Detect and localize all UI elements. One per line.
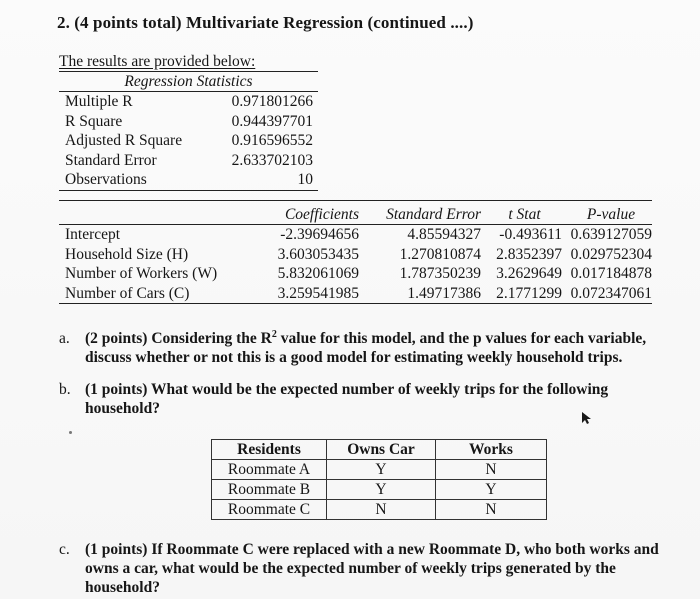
- question-title: 2. (4 points total) Multivariate Regression (continued ....): [57, 13, 474, 32]
- table-row: [212, 460, 547, 480]
- variable-name: Number of Workers (W): [65, 265, 218, 282]
- header-owns-car: Owns Car: [327, 440, 436, 460]
- works-value: N: [436, 460, 547, 480]
- standard-error-value: 1.270810874: [399, 245, 481, 263]
- header-blank: [59, 206, 258, 224]
- regression-statistics-heading: Regression Statistics: [59, 71, 318, 92]
- coefficient-value: 5.832061069: [277, 265, 359, 282]
- question-c-line3: household?: [85, 579, 160, 596]
- owns-car-value: Y: [327, 480, 436, 500]
- intro-text: The results are provided below:: [59, 53, 256, 70]
- question-a-line2: discuss whether or not this is a good model for estimating weekly household trips.: [85, 349, 623, 367]
- question-marker: a.: [59, 330, 70, 348]
- stat-row: [59, 151, 318, 171]
- stat-value: 0.916596552: [231, 132, 313, 149]
- table-row: [59, 225, 652, 245]
- table-row: [59, 284, 652, 305]
- stat-row: [59, 92, 318, 112]
- question-a-text-start: (2 points) Considering the R: [85, 330, 272, 348]
- t-stat-value: -0.493611: [499, 226, 562, 243]
- stat-label: R Square: [65, 112, 123, 130]
- p-value: 0.029752304: [570, 245, 652, 263]
- stat-value: 10: [297, 171, 313, 188]
- stat-label: Adjusted R Square: [65, 132, 183, 149]
- question-a: [59, 325, 646, 367]
- mouse-cursor-icon: [581, 411, 591, 425]
- works-value: Y: [436, 480, 547, 500]
- stat-row: [59, 170, 318, 191]
- question-c-line1: (1 points) If Roommate C were replaced with a new Roommate D, who both works and: [85, 541, 659, 558]
- stat-row: [59, 112, 318, 132]
- table-row: [212, 480, 547, 500]
- variable-name: Intercept: [65, 226, 121, 243]
- header-p-value: P-value: [586, 206, 636, 223]
- stat-value: 0.971801266: [231, 93, 313, 110]
- resident-name: Roommate C: [212, 500, 327, 520]
- household-header-row: [212, 440, 547, 460]
- p-value: 0.639127059: [570, 226, 652, 243]
- regression-statistics-table: [59, 71, 318, 191]
- header-residents: Residents: [212, 440, 327, 460]
- question-b: [59, 380, 608, 418]
- owns-car-value: Y: [327, 460, 436, 480]
- standard-error-value: 1.787350239: [399, 265, 481, 282]
- question-marker: c.: [59, 541, 70, 558]
- t-stat-value: 2.1771299: [496, 284, 562, 302]
- question-c-line2: owns a car, what would be the expected number of weekly trips generated by the: [85, 560, 616, 577]
- coefficient-value: 3.603053435: [277, 245, 359, 263]
- stat-label: Standard Error: [65, 151, 157, 169]
- coefficients-header-row: [59, 206, 652, 225]
- question-b-line2: household?: [85, 400, 160, 417]
- works-value: N: [436, 500, 547, 520]
- question-marker: b.: [59, 381, 71, 398]
- resident-name: Roommate A: [212, 460, 327, 480]
- table-row: [212, 500, 547, 520]
- stat-row: [59, 131, 318, 151]
- table-row: [59, 245, 652, 265]
- stray-mark: [69, 431, 72, 434]
- header-standard-error: Standard Error: [386, 206, 481, 223]
- header-works: Works: [436, 440, 547, 460]
- t-stat-value: 3.2629649: [496, 265, 562, 282]
- t-stat-value: 2.8352397: [496, 245, 562, 263]
- standard-error-value: 4.85594327: [407, 226, 481, 243]
- table-row: [59, 264, 652, 284]
- header-t-stat: t Stat: [508, 206, 541, 223]
- stat-label: Observations: [65, 171, 147, 188]
- coefficients-table: [59, 200, 652, 304]
- owns-car-value: N: [327, 500, 436, 520]
- superscript-two: 2: [271, 329, 277, 340]
- header-coefficients: Coefficients: [284, 206, 359, 223]
- question-a-text-end: value for this model, and the p values for each variable,: [276, 330, 647, 348]
- coefficient-value: 3.259541985: [277, 284, 359, 302]
- stat-value: 0.944397701: [231, 112, 313, 130]
- resident-name: Roommate B: [212, 480, 327, 500]
- variable-name: Number of Cars (C): [65, 284, 190, 302]
- question-b-line1: (1 points) What would be the expected number of weekly trips for the following: [85, 381, 609, 398]
- p-value: 0.017184878: [570, 265, 652, 282]
- stat-value: 2.633702103: [231, 151, 313, 169]
- question-c: [59, 540, 659, 597]
- coefficient-value: -2.39694656: [280, 226, 359, 243]
- household-table: [211, 439, 547, 520]
- standard-error-value: 1.49717386: [407, 284, 481, 302]
- stat-label: Multiple R: [65, 93, 133, 110]
- variable-name: Household Size (H): [65, 245, 189, 263]
- p-value: 0.072347061: [570, 284, 652, 302]
